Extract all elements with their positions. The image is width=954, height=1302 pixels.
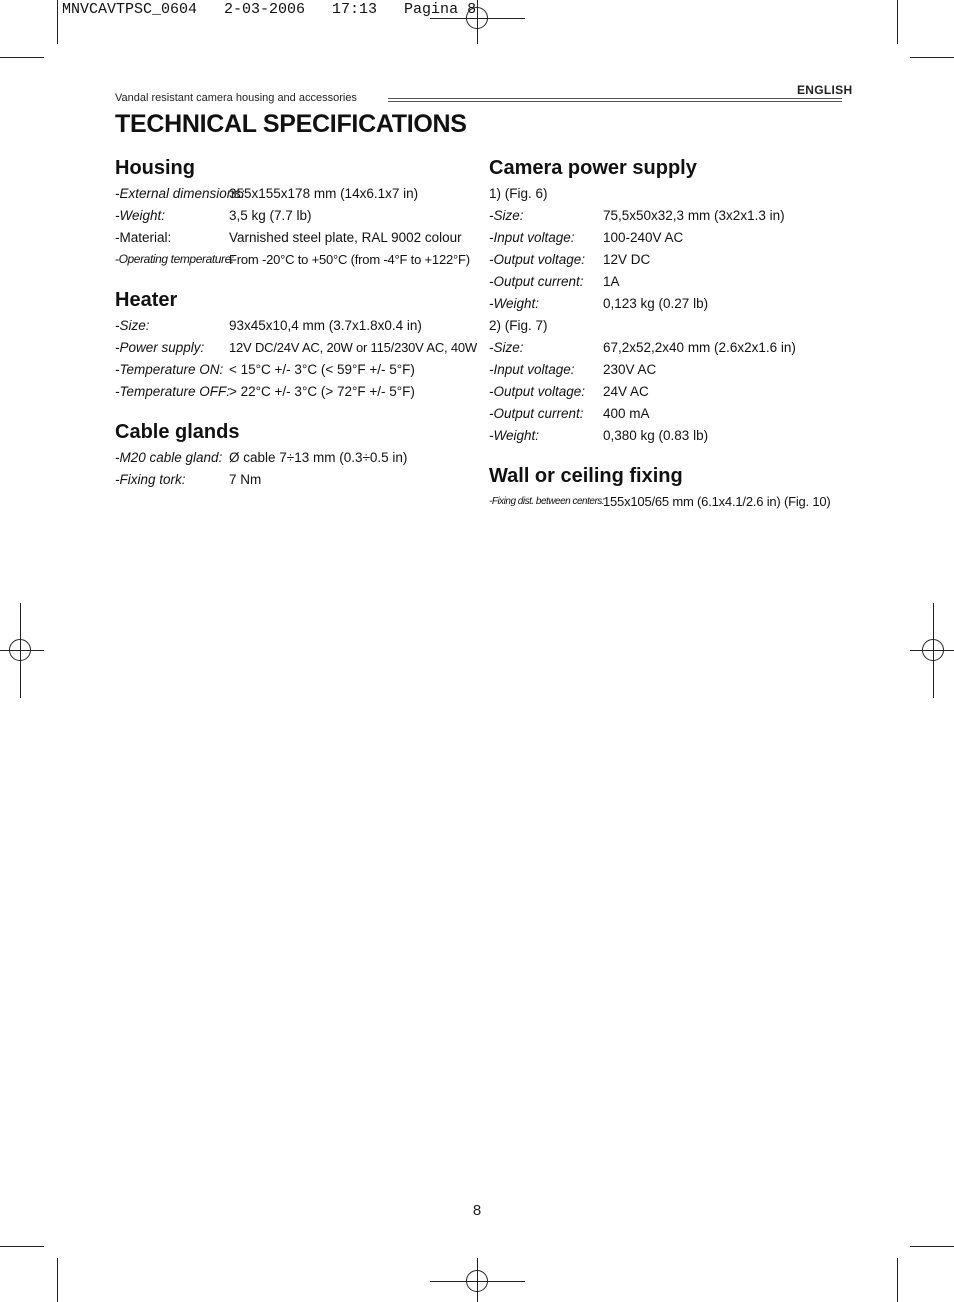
spec-label: -Weight: (115, 208, 166, 223)
header-rule-top (388, 98, 842, 99)
spec-value: 230V AC (603, 362, 657, 377)
model-1-title: 1) (Fig. 6) (489, 186, 548, 201)
spec-label: -Size: (489, 208, 524, 223)
crop-mark-top-left-h (0, 57, 44, 58)
spec-value: Ø cable 7÷13 mm (0.3÷0.5 in) (229, 450, 408, 465)
spec-value: 0,380 kg (0.83 lb) (603, 428, 709, 443)
header-rule-bottom (388, 101, 842, 102)
cable-glands-heading: Cable glands (115, 421, 240, 443)
spec-value: 3,5 kg (7.7 lb) (229, 208, 312, 223)
spec-label: -Input voltage: (489, 230, 575, 245)
spec-label: -Size: (115, 318, 150, 333)
spec-value: Varnished steel plate, RAL 9002 colour (229, 230, 462, 245)
model-2-title: 2) (Fig. 7) (489, 318, 548, 333)
crop-mark-bottom-right-v (897, 1258, 898, 1302)
crop-mark-bottom-left-v (57, 1258, 58, 1302)
registration-right-circle-icon (922, 639, 944, 661)
page-title: TECHNICAL SPECIFICATIONS (115, 110, 467, 138)
spec-label: -Temperature ON: (115, 362, 224, 377)
spec-label: -Output current: (489, 274, 584, 289)
spec-label: -Fixing tork: (115, 472, 186, 487)
spec-value: 400 mA (603, 406, 650, 421)
page-number: 8 (472, 1202, 482, 1219)
crop-mark-top-left-v (57, 0, 58, 44)
spec-value: 100-240V AC (603, 230, 684, 245)
spec-label: -Weight: (489, 296, 540, 311)
spec-label: -Output voltage: (489, 384, 586, 399)
spec-value: < 15°C +/- 3°C (< 59°F +/- 5°F) (229, 362, 415, 377)
spec-value: 12V DC (603, 252, 651, 267)
wall-fixing-heading: Wall or ceiling fixing (489, 465, 683, 487)
spec-label: -Output voltage: (489, 252, 586, 267)
crop-mark-bottom-right-h (910, 1246, 954, 1247)
spec-value: 12V DC/24V AC, 20W or 115/230V AC, 40W (229, 340, 477, 355)
crop-mark-bottom-left-h (0, 1246, 44, 1247)
document-subtitle: Vandal resistant camera housing and accessories (115, 92, 357, 104)
spec-label: -M20 cable gland: (115, 450, 223, 465)
spec-label: -External dimensions: (115, 186, 245, 201)
spec-value: 155x105/65 mm (6.1x4.1/2.6 in) (Fig. 10) (603, 494, 831, 509)
spec-label: -Weight: (489, 428, 540, 443)
spec-label: -Power supply: (115, 340, 205, 355)
registration-top-circle-icon (466, 7, 488, 29)
heater-heading: Heater (115, 289, 178, 311)
spec-value: 75,5x50x32,3 mm (3x2x1.3 in) (603, 208, 785, 223)
spec-value: 93x45x10,4 mm (3.7x1.8x0.4 in) (229, 318, 422, 333)
spec-value: 67,2x52,2x40 mm (2.6x2x1.6 in) (603, 340, 796, 355)
spec-label: -Size: (489, 340, 524, 355)
camera-power-supply-heading: Camera power supply (489, 157, 697, 179)
crop-mark-top-right-h (910, 57, 954, 58)
spec-label: -Output current: (489, 406, 584, 421)
spec-value: > 22°C +/- 3°C (> 72°F +/- 5°F) (229, 384, 415, 399)
crop-mark-top-right-v (897, 0, 898, 44)
spec-value: 355x155x178 mm (14x6.1x7 in) (229, 186, 419, 201)
spec-value: 0,123 kg (0.27 lb) (603, 296, 709, 311)
spec-value: From -20°C to +50°C (from -4°F to +122°F) (229, 252, 470, 267)
print-slug: MNVCAVTPSC_0604 2-03-2006 17:13 Pagina 8 (62, 1, 477, 18)
spec-label: -Operating temperature: (115, 252, 234, 266)
spec-value: 7 Nm (229, 472, 262, 487)
registration-bottom-circle-icon (466, 1270, 488, 1292)
spec-label: -Material: (115, 230, 172, 245)
spec-label: -Input voltage: (489, 362, 575, 377)
housing-heading: Housing (115, 157, 195, 179)
spec-label: -Temperature OFF: (115, 384, 231, 399)
spec-value: 24V AC (603, 384, 649, 399)
registration-left-circle-icon (9, 639, 31, 661)
language-label: ENGLISH (797, 83, 853, 97)
spec-value: 1A (603, 274, 620, 289)
spec-label: -Fixing dist. between centers: (489, 496, 605, 507)
